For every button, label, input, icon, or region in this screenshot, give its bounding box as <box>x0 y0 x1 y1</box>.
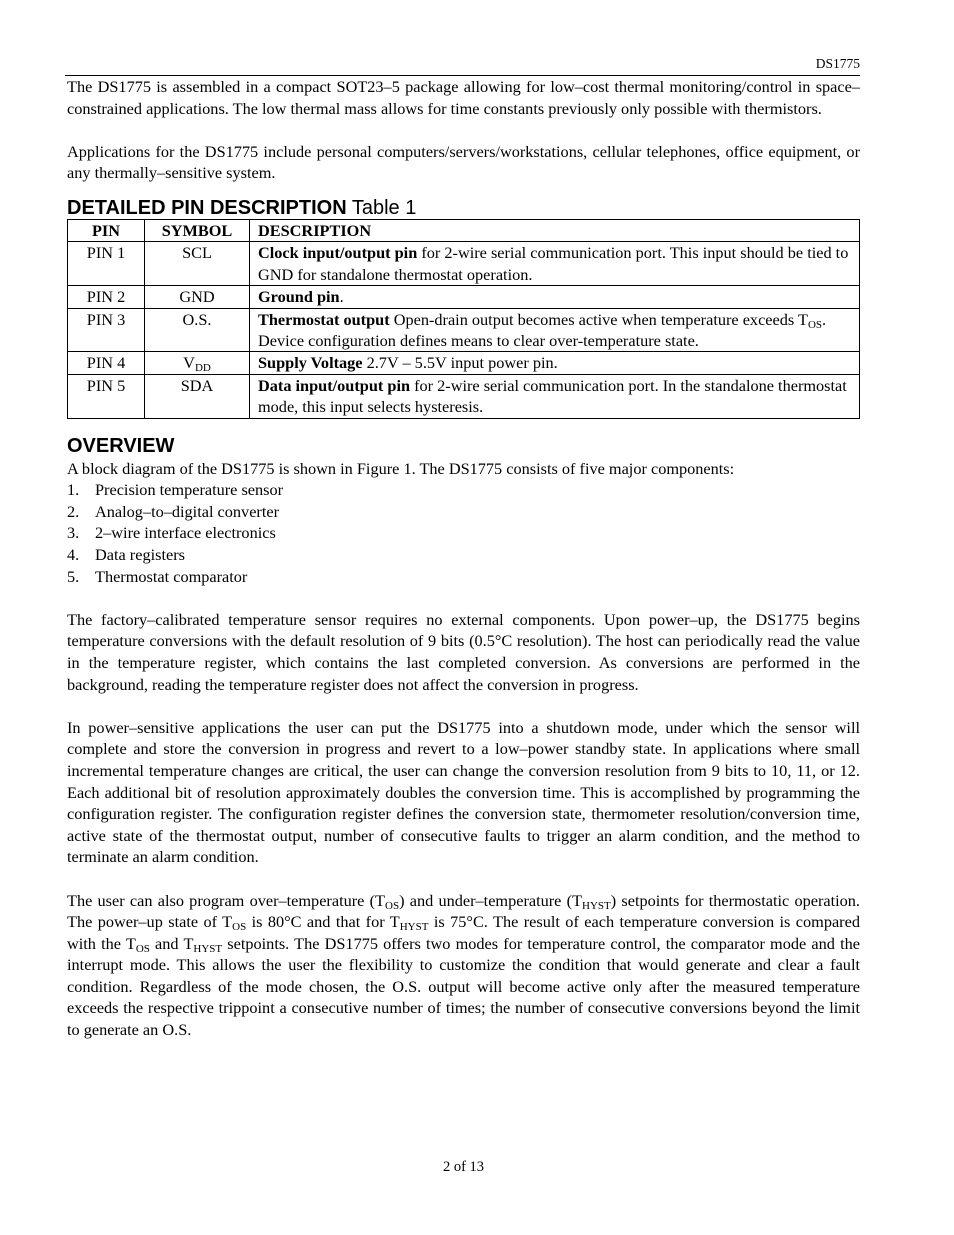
pin-description-heading <box>67 196 860 220</box>
table-row <box>68 242 860 286</box>
pin-heading-table-ref: Table 1 <box>346 196 417 219</box>
power-modes-paragraph: In power–sensitive applications the user can put the DS1775 into a shutdown mode, under which the sensor will complete and store the conversion in progress and revert to a low–power standby state. In applications where small incremental temperature changes are critical, the user can change the conversion resolution from 9 bits to 10, 11, or 12. Each additional bit of resolution approximately doubles the conversion time. This is accomplished by programming the configuration register. The configuration register defines the conversion state, thermometer resolution/conversion time, active state of the thermostat output, number of consecutive faults to trigger an alarm condition, and the method to terminate an alarm condition. <box>67 717 860 867</box>
column-header-description: DESCRIPTION <box>250 219 860 241</box>
list-item-text: Analog–to–digital converter <box>95 501 280 521</box>
page-number: 2 of 13 <box>442 1159 485 1175</box>
list-item-number: 3. <box>67 523 80 543</box>
column-header-pin: PIN <box>68 219 145 241</box>
table-row <box>68 352 860 374</box>
description-term: Data input/output pin <box>258 375 411 395</box>
table-row <box>68 374 860 418</box>
page-content <box>67 76 860 1041</box>
description-text: . <box>339 287 344 307</box>
setpoints-subscript: OS <box>135 942 150 955</box>
list-item <box>67 566 860 588</box>
list-item-text: Precision temperature sensor <box>95 480 284 500</box>
setpoints-text: The user can also program over–temperature (T <box>67 890 385 910</box>
sensor-paragraph: The factory–calibrated temperature sensor requires no external components. Upon power–up, the DS1775 begins temperature conversions with the default resolution of 9 bits (0.5°C resolution). The host can periodically read the value in the temperature register, which contains the last completed conversion. As conversions are performed in the background, reading the temperature register does not affect the conversion in progress. <box>67 609 860 694</box>
description-text: for 2-wire serial communication port. This input should be tied to GND for standalone thermostat operation. <box>258 243 849 284</box>
list-item-number: 4. <box>67 545 80 564</box>
description-term: Supply Voltage <box>258 353 363 373</box>
list-item-number: 2. <box>67 501 80 521</box>
pin-description-table <box>67 219 860 419</box>
setpoints-text: and T <box>149 933 194 953</box>
description-term: Clock input/output pin <box>258 243 418 263</box>
intro-paragraph-applications: Applications for the DS1775 include personal computers/servers/workstations, cellular telephones, office equipment, or any thermally–sensitive system. <box>67 141 860 183</box>
intro-paragraph-package: The DS1775 is assembled in a compact SOT23–5 package allowing for low–cost thermal monitoring/control in space–constrained applications. The low thermal mass allows for time constants previously only possible with thermistors. <box>67 77 860 118</box>
running-header-part-number: DS1775 <box>815 56 860 71</box>
symbol-cell: GND <box>145 286 250 308</box>
list-item-text: 2–wire interface electronics <box>95 523 276 543</box>
setpoints-text: setpoints. The DS1775 offers two modes for temperature control, the comparator mode and the interrupt mode. This allows the user the flexibility to customize the condition that would generate and clear a fault condition. Regardless of the mode chosen, the O.S. output will become active only after the measured temperature exceeds the respective trippoint a consecutive number of times; the number of consecutive conversions beyond the limit to generate an O.S. <box>67 933 860 1040</box>
overview-lead-paragraph: A block diagram of the DS1775 is shown in Figure 1. The DS1775 consists of five major components: <box>67 458 735 478</box>
pin-cell: PIN 2 <box>68 286 145 308</box>
description-text: for 2-wire serial communication port. In the standalone thermostat mode, this input selects hysteresis. <box>258 375 847 417</box>
symbol-text: V <box>183 353 195 373</box>
symbol-cell: SDA <box>145 374 250 418</box>
list-item <box>67 544 860 566</box>
column-header-symbol: SYMBOL <box>145 219 250 241</box>
symbol-subscript: DD <box>194 362 211 375</box>
table-header-row <box>68 219 860 241</box>
setpoints-text: ) and under–temperature (T <box>399 890 583 910</box>
description-cell <box>250 308 860 352</box>
table-row <box>68 286 860 308</box>
description-text: Open-drain output becomes active when temperature exceeds T <box>389 309 808 329</box>
description-cell <box>250 286 860 308</box>
description-cell <box>250 242 860 286</box>
setpoints-subscript: OS <box>385 899 400 912</box>
symbol-cell: O.S. <box>145 308 250 352</box>
list-item-text: Thermostat comparator <box>95 566 248 586</box>
pin-cell: PIN 4 <box>68 352 145 374</box>
list-item <box>67 479 860 501</box>
list-item-text: Data registers <box>95 545 185 564</box>
setpoints-subscript: HYST <box>582 899 611 912</box>
description-subscript: OS <box>807 318 823 331</box>
list-item-number: 1. <box>67 480 80 500</box>
description-term: Thermostat output <box>258 309 390 329</box>
description-term: Ground pin <box>258 287 340 307</box>
pin-cell: PIN 5 <box>68 374 145 418</box>
list-item-number: 5. <box>67 566 80 586</box>
setpoints-paragraph <box>67 890 860 1041</box>
setpoints-subscript: OS <box>232 921 247 934</box>
symbol-cell: SCL <box>145 242 250 286</box>
setpoints-text: is 75°C. The result of each temperature conversion is compared with the T <box>67 912 860 953</box>
description-text: 2.7V – 5.5V input power pin. <box>362 353 558 373</box>
list-item <box>67 522 860 544</box>
pin-heading-title: DETAILED PIN DESCRIPTION <box>67 196 347 219</box>
description-text-tail: . Device configuration defines means to clear over-temperature state. <box>258 309 827 350</box>
table-row <box>68 308 860 352</box>
symbol-cell <box>145 352 250 374</box>
components-list <box>67 479 860 587</box>
description-cell <box>250 374 860 418</box>
overview-heading: OVERVIEW <box>67 434 175 457</box>
pin-cell: PIN 1 <box>68 242 145 286</box>
description-cell <box>250 352 860 374</box>
setpoints-text: ) setpoints for thermostatic operation. The power–up state of T <box>67 890 861 932</box>
pin-cell: PIN 3 <box>68 308 145 352</box>
list-item <box>67 501 860 523</box>
setpoints-subscript: HYST <box>193 942 223 955</box>
setpoints-text: is 80°C and that for T <box>246 912 400 932</box>
setpoints-subscript: HYST <box>399 921 429 934</box>
